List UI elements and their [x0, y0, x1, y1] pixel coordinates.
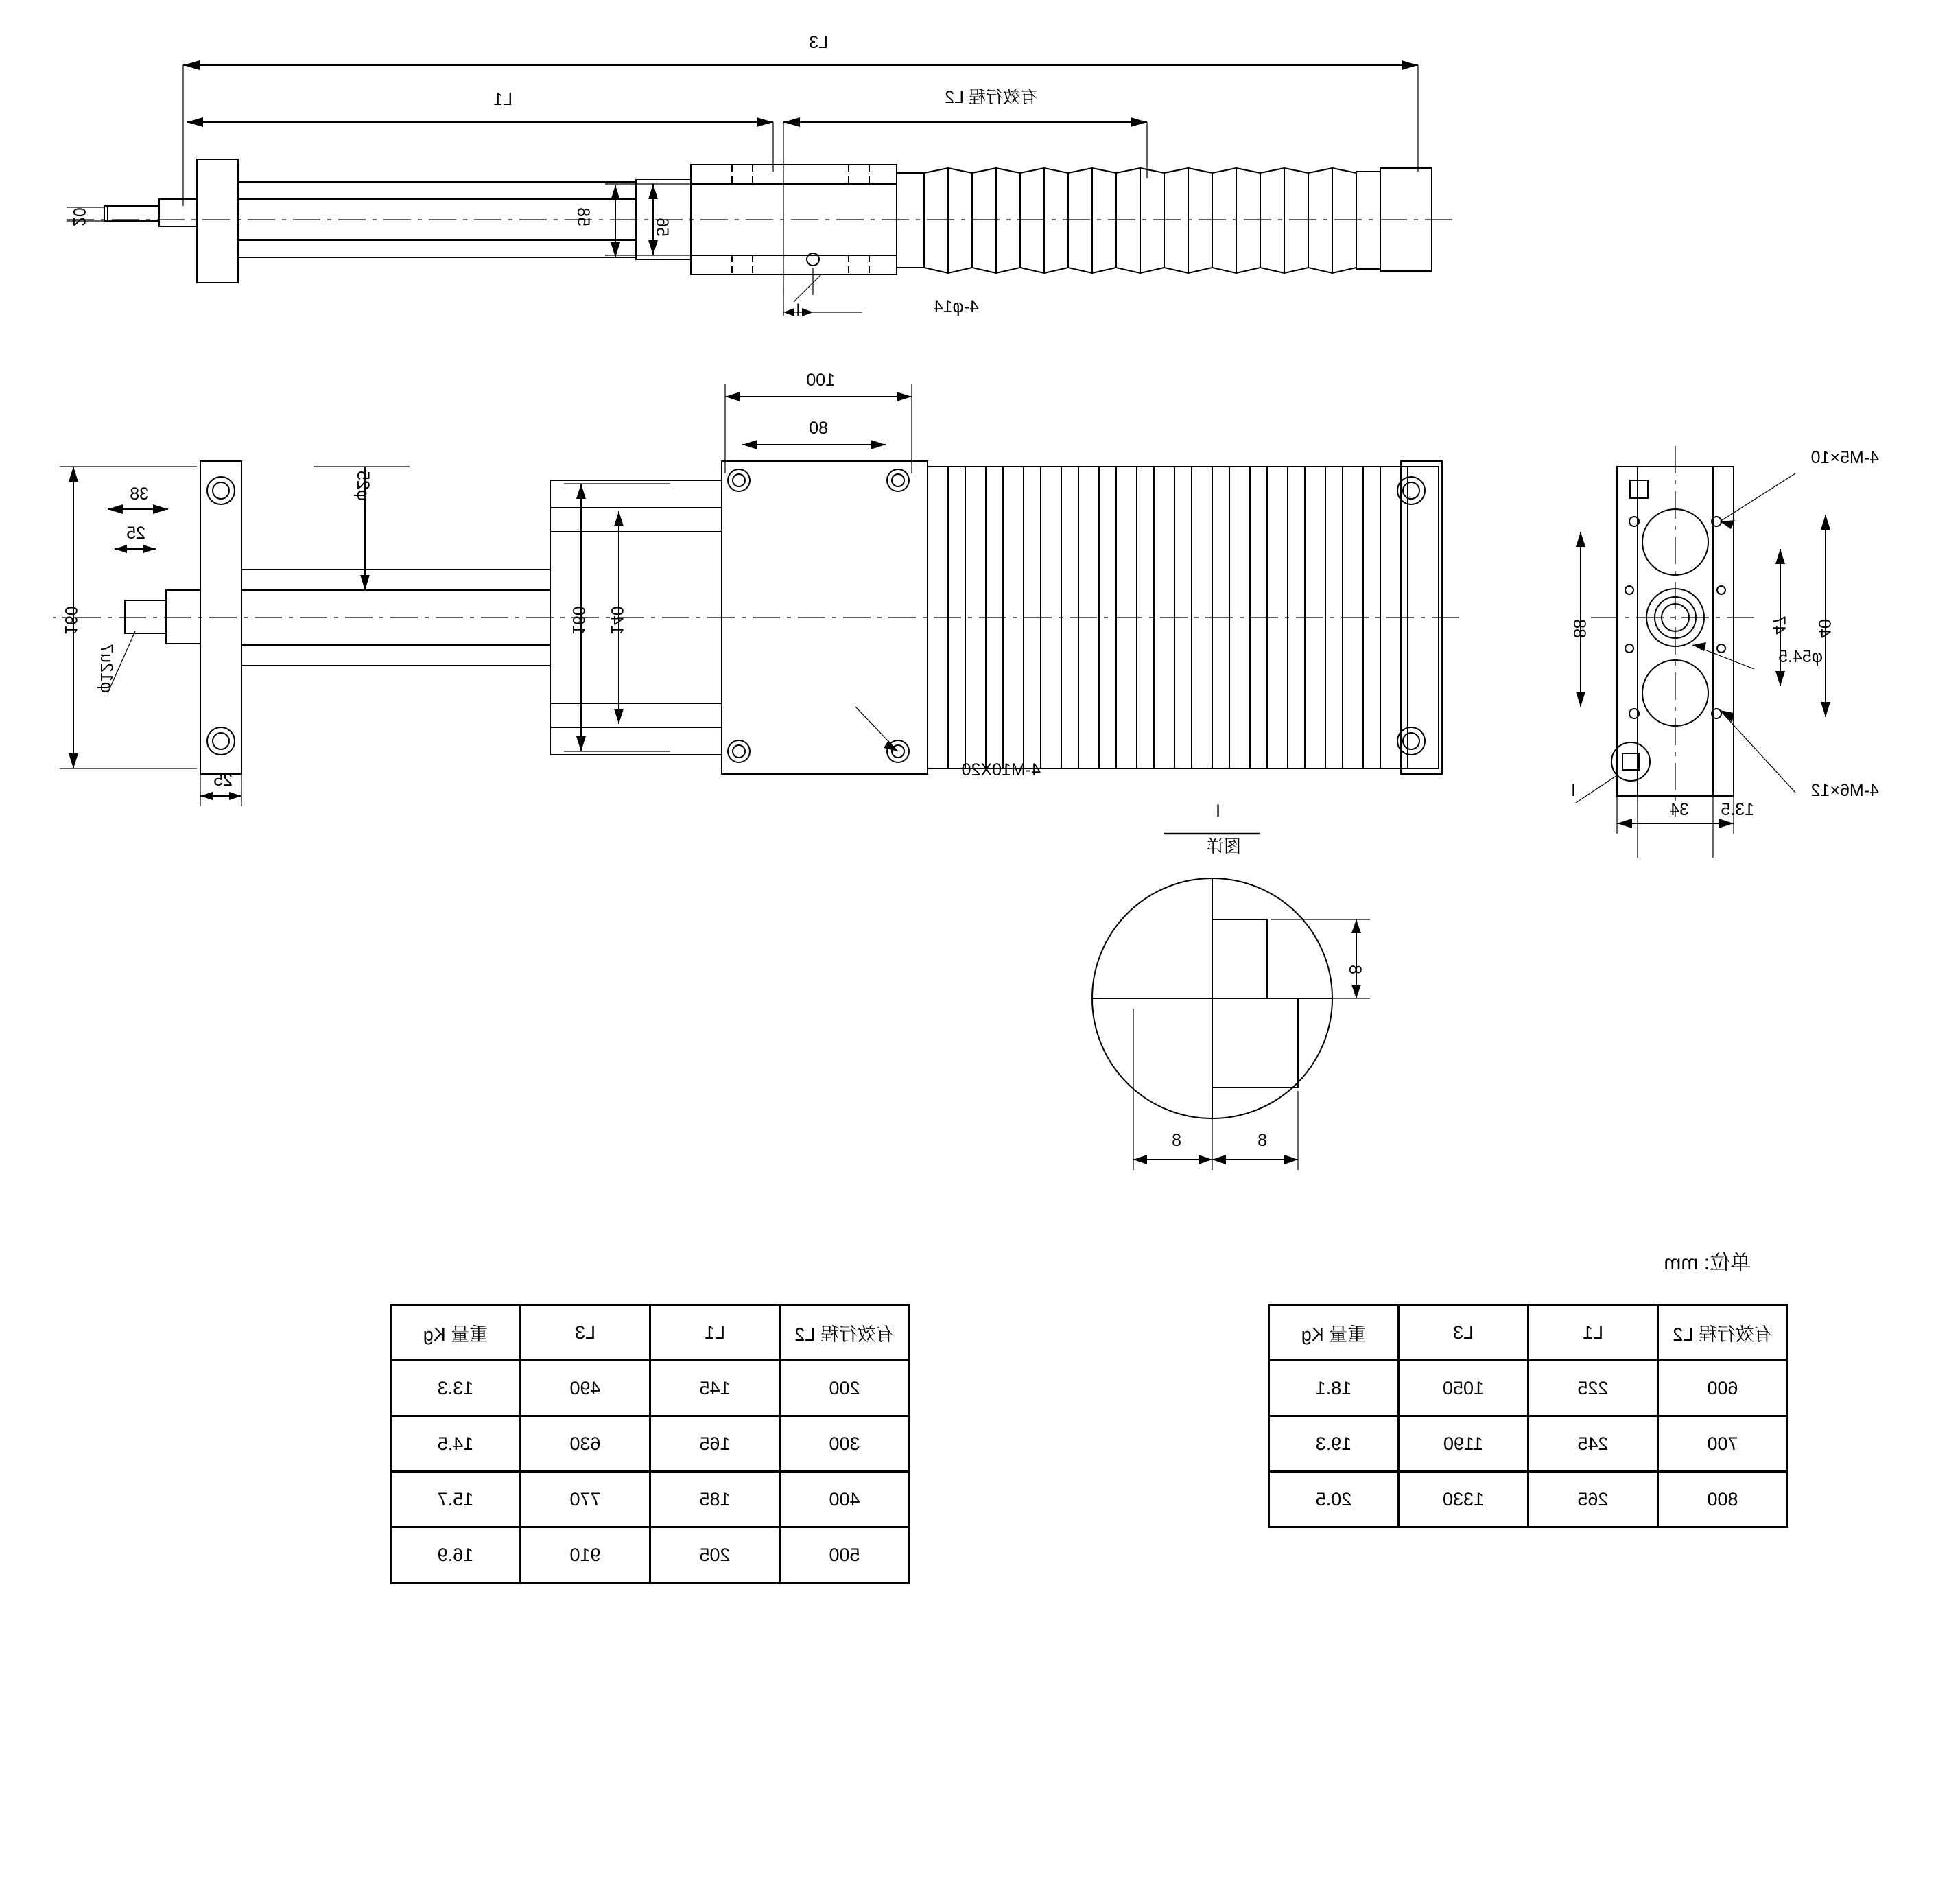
dim-phi25-label: φ25 [353, 470, 373, 501]
dim-13-5-label: 13.5 [1721, 800, 1754, 819]
dim-L3-label: L3 [809, 33, 828, 52]
col-header-l1: L1 [1528, 1305, 1658, 1361]
detail-dim-8-a: 8 [1258, 1131, 1267, 1150]
dim-140-label: 140 [607, 606, 626, 635]
dim-25-bottom-label: 25 [213, 771, 233, 790]
dim-34-label: 34 [1670, 800, 1689, 819]
table-row [391, 1361, 910, 1416]
dim-L2-label: 有效行程 L2 [945, 88, 1037, 107]
cell-l1: 145 [650, 1361, 780, 1416]
screw-4-M5x10-label: 4-M5×10 [1810, 448, 1879, 467]
cell-l3: 1330 [1399, 1472, 1528, 1527]
cell-weight: 19.3 [1269, 1416, 1399, 1472]
cell-l1: 185 [650, 1472, 780, 1527]
dim-58-label: 58 [574, 207, 593, 226]
cell-l3: 1050 [1399, 1361, 1528, 1416]
unit-note: 单位: mm [1664, 1252, 1751, 1274]
cell-l1: 225 [1528, 1361, 1658, 1416]
detail-dim-8-left: 8 [1345, 965, 1365, 974]
cell-weight: 14.5 [391, 1416, 521, 1472]
cell-l3: 910 [521, 1527, 650, 1583]
col-header-l2: 有效行程 L2 [1658, 1305, 1788, 1361]
table-header-row [391, 1305, 910, 1361]
table-row [391, 1472, 910, 1527]
cell-l1: 165 [650, 1416, 780, 1472]
dim-phi54-5-label: φ54.5 [1778, 647, 1823, 666]
dim-38-label: 38 [130, 484, 149, 504]
cell-weight: 13.3 [391, 1361, 521, 1416]
table-row [1269, 1361, 1788, 1416]
col-header-weight: 重量 Kg [391, 1305, 521, 1361]
dim-56-label: 56 [652, 218, 672, 237]
cell-l1: 265 [1528, 1472, 1658, 1527]
screw-4-M6x12-label: 4-M6×12 [1810, 781, 1879, 800]
dim-47-label: 47 [1769, 615, 1788, 635]
cell-l2: 700 [1658, 1416, 1788, 1472]
detail-title: I [1216, 801, 1220, 821]
cell-l2: 600 [1658, 1361, 1788, 1416]
spec-table-left-wrapper [1268, 1304, 1788, 1528]
cell-l3: 490 [521, 1361, 650, 1416]
spec-table-right-wrapper [390, 1304, 910, 1584]
cell-weight: 16.9 [391, 1527, 521, 1583]
dim-100-label: 100 [806, 371, 835, 390]
cell-l2: 800 [1658, 1472, 1788, 1527]
col-header-l1: L1 [650, 1305, 780, 1361]
cell-weight: 18.1 [1269, 1361, 1399, 1416]
detail-dim-8-b: 8 [1172, 1131, 1181, 1150]
dim-160-label: 160 [569, 606, 588, 635]
detail-mark-topview: I [796, 301, 801, 320]
detail-mark-leftview: I [1571, 781, 1576, 800]
cell-l2: 300 [780, 1416, 910, 1472]
table-row [391, 1527, 910, 1583]
dim-L1-label: L1 [493, 90, 512, 109]
dim-25-top-label: 25 [126, 524, 145, 543]
cell-weight: 15.7 [391, 1472, 521, 1527]
col-header-l3: L3 [1399, 1305, 1528, 1361]
bolt-4-M10x20-label: 4-M10X20 [961, 760, 1041, 779]
col-header-l2: 有效行程 L2 [780, 1305, 910, 1361]
hole-4-phi14-label: 4-φ14 [933, 297, 979, 316]
dim-20-label: 20 [69, 207, 88, 226]
table-row [391, 1416, 910, 1472]
spec-table-right [390, 1304, 910, 1584]
dim-40-label: 40 [1815, 619, 1834, 638]
table-header-row [1269, 1305, 1788, 1361]
dim-80-label: 80 [809, 419, 828, 438]
dim-phi12u7-label: φ12u7 [97, 644, 116, 693]
col-header-l3: L3 [521, 1305, 650, 1361]
dim-160-right-label: 160 [61, 606, 80, 635]
dim-88-label: 88 [1570, 619, 1589, 638]
cell-l1: 245 [1528, 1416, 1658, 1472]
cell-l3: 1190 [1399, 1416, 1528, 1472]
spec-table-left [1268, 1304, 1788, 1528]
cell-l2: 400 [780, 1472, 910, 1527]
cell-l1: 205 [650, 1527, 780, 1583]
table-row [1269, 1416, 1788, 1472]
detail-subtitle: 图详 [1206, 837, 1241, 856]
table-row [1269, 1472, 1788, 1527]
cell-l3: 630 [521, 1416, 650, 1472]
cell-l3: 770 [521, 1472, 650, 1527]
cell-l2: 500 [780, 1527, 910, 1583]
cell-l2: 200 [780, 1361, 910, 1416]
cell-weight: 20.5 [1269, 1472, 1399, 1527]
col-header-weight: 重量 Kg [1269, 1305, 1399, 1361]
